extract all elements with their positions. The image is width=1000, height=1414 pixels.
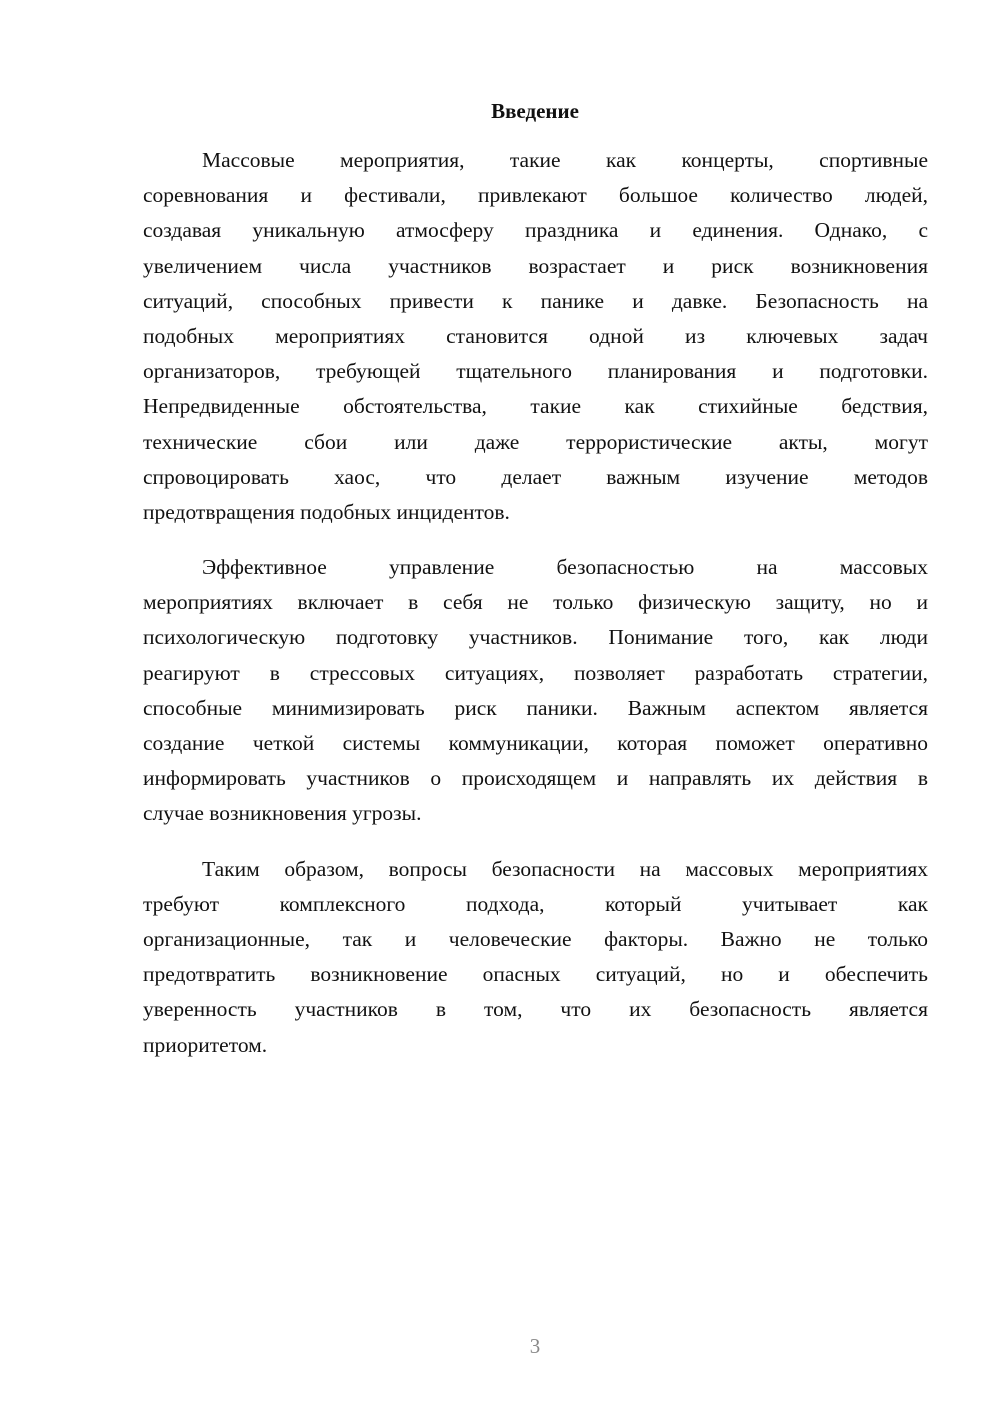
text-line: увеличением числа участников возрастает и риск возникновения (143, 253, 928, 278)
text-line: спровоцировать хаос, что делает важным изучение методов (143, 464, 928, 489)
text-line: создание четкой системы коммуникации, которая поможет оперативно (143, 731, 928, 755)
text-line: организационные, так и человеческие факторы. Важно не только (143, 926, 928, 951)
text-line: случае возникновения угрозы. (143, 801, 422, 826)
text-line: ситуаций, способных привести к панике и давке. Безопасность на (143, 288, 928, 313)
text-line: подобных мероприятиях становится одной из ключевых задач (143, 323, 928, 348)
text-line: требуют комплексного подхода, который учитывает как (143, 891, 928, 916)
text-line: предотвращения подобных инцидентов. (143, 499, 510, 524)
text-line: Эффективное управление безопасностью на массовых (202, 555, 928, 580)
text-line: уверенность участников в том, что их безопасность является (143, 997, 928, 1022)
text-line: способные минимизировать риск паники. Важным аспектом является (143, 695, 928, 720)
text-line: Непредвиденные обстоятельства, такие как стихийные бедствия, (143, 394, 928, 419)
text-line: реагируют в стрессовых ситуациях, позволяет разработать стратегии, (143, 660, 928, 685)
text-line: мероприятиях включает в себя не только физическую защиту, но и (143, 590, 928, 615)
text-line: предотвратить возникновение опасных ситуаций, но и обеспечить (143, 962, 928, 987)
text-line: Таким образом, вопросы безопасности на массовых мероприятиях (202, 856, 928, 881)
text-line: информировать участников о происходящем и направлять их действия в (143, 766, 928, 791)
text-line: организаторов, требующей тщательного планирования и подготовки. (143, 359, 928, 384)
text-line: Массовые мероприятия, такие как концерты, спортивные (202, 148, 928, 172)
paragraph (143, 852, 928, 1063)
text-line: соревнования и фестивали, привлекают большое количество людей, (143, 183, 928, 208)
section-title: Введение (491, 99, 579, 123)
paragraph (143, 143, 928, 530)
paragraph (143, 550, 928, 832)
text-line: создавая уникальную атмосферу праздника и единения. Однако, с (143, 218, 928, 243)
document-body (143, 143, 928, 1083)
page-number: 3 (529, 1334, 541, 1358)
text-line: приоритетом. (143, 1032, 268, 1057)
text-line: психологическую подготовку участников. Понимание того, как люди (143, 625, 928, 650)
text-line: технические сбои или даже террористические акты, могут (143, 429, 928, 454)
